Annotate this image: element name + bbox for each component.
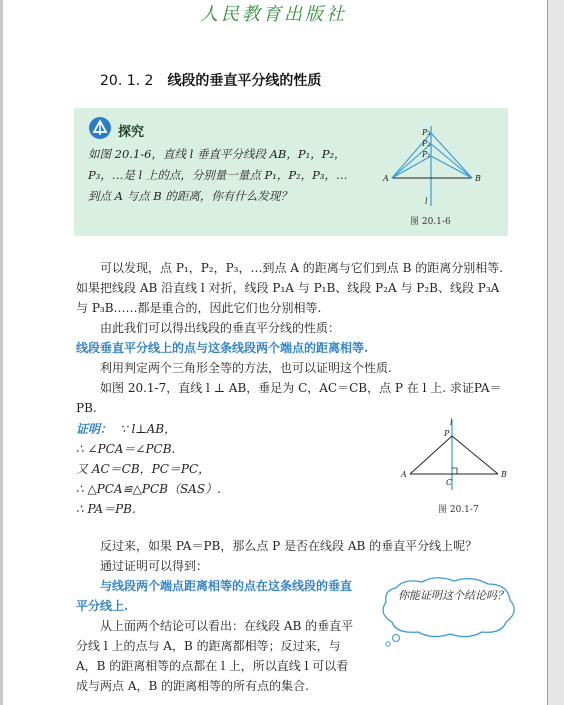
thought-cloud-text: 你能证明这个结论吗？: [398, 589, 508, 602]
fig1-label-b: B: [475, 174, 481, 183]
body-paragraph-1: 可以发现，点 P₁，P₂，P₃，…到点 A 的距离与它们到点 B 的距离分别相等. 如果把线段 AB 沿直线 l 对折，线段 P₁A 与 P₁B、线段 P₂A 与 P₂B、线段 P₃A 与 P₃B……都是重合的，因此它们也分别相等.: [76, 261, 504, 315]
proof-line-3: 又 AC＝CB，PC＝PC，: [76, 462, 211, 476]
fig1-label-p1: P₁: [422, 150, 431, 159]
fig1-label-l: l: [425, 197, 428, 206]
section-title: 线段的垂直平分线的性质: [167, 73, 322, 89]
converse-paragraph-1: 反过来，如果 PA＝PB，那么点 P 是否在线段 AB 的垂直平分线上呢？: [100, 539, 478, 553]
figure-20-1-6-caption: 图 20.1-6: [410, 217, 451, 227]
fig2-label-b: B: [501, 470, 507, 479]
converse-paragraph-3: 从上面两个结论可以看出：在线段 AB 的垂直平分线 l 上的点与 A，B 的距离都相等；反过来，与 A，B 的距离相等的点都在 l 上，所以直线 l 可以看成与两点 A，B 的距离相等的所有点的集合.: [76, 619, 354, 693]
converse-property: 与线段两个端点距离相等的点在这条线段的垂直平分线上.: [76, 579, 353, 613]
fig1-label-p3: P₃: [422, 128, 431, 137]
explore-text: 如图 20.1-6，直线 l 垂直平分线段 AB，P₁，P₂，P₃，…是 l 上的点，分别量一量点 P₁，P₂，P₃，…到点 A 与点 B 的距离，你有什么发现？: [88, 147, 348, 203]
section-heading: [100, 70, 321, 90]
fig2-label-c: C: [446, 478, 453, 487]
figure-20-1-7-caption: 图 20.1-7: [438, 505, 479, 515]
explore-label: 探究: [118, 125, 145, 140]
proof-line-4: ∴ △PCA≌△PCB（SAS）.: [76, 482, 221, 496]
body-paragraph-2: 由此我们可以得出线段的垂直平分线的性质：: [100, 321, 341, 335]
fig2-label-l: l: [450, 418, 453, 427]
body-paragraph-4: 如图 20.1-7，直线 l ⊥ AB，垂足为 C，AC＝CB，点 P 在 l 上. 求证PA＝PB.: [76, 381, 502, 415]
fig1-label-p2: P₂: [422, 139, 431, 148]
figure-20-1-7: [400, 416, 516, 498]
proof-line-2: ∴ ∠PCA＝∠PCB.: [76, 442, 176, 456]
page-gutter-right: [548, 0, 564, 705]
fig2-label-a: A: [401, 470, 407, 479]
proof-label: 证明：: [76, 422, 113, 436]
body-paragraph-3: 利用判定两个三角形全等的方法，也可以证明这个性质.: [100, 361, 392, 375]
proof-line-1: 证明： ∵ l⊥AB，: [76, 422, 177, 436]
fig1-label-a: A: [383, 174, 389, 183]
publisher-logo: 人民教育出版社: [200, 4, 347, 25]
proof-line-5: ∴ PA＝PB.: [76, 502, 136, 516]
explore-icon: [88, 116, 112, 140]
converse-paragraph-2: 通过证明可以得到：: [100, 559, 209, 573]
property-statement: 线段垂直平分线上的点与这条线段两个端点的距离相等.: [76, 341, 369, 355]
figure-20-1-6: [382, 124, 492, 214]
fig2-label-p: P: [444, 429, 450, 438]
section-number: 20. 1. 2: [100, 73, 154, 89]
page-edge-left: [0, 0, 3, 705]
